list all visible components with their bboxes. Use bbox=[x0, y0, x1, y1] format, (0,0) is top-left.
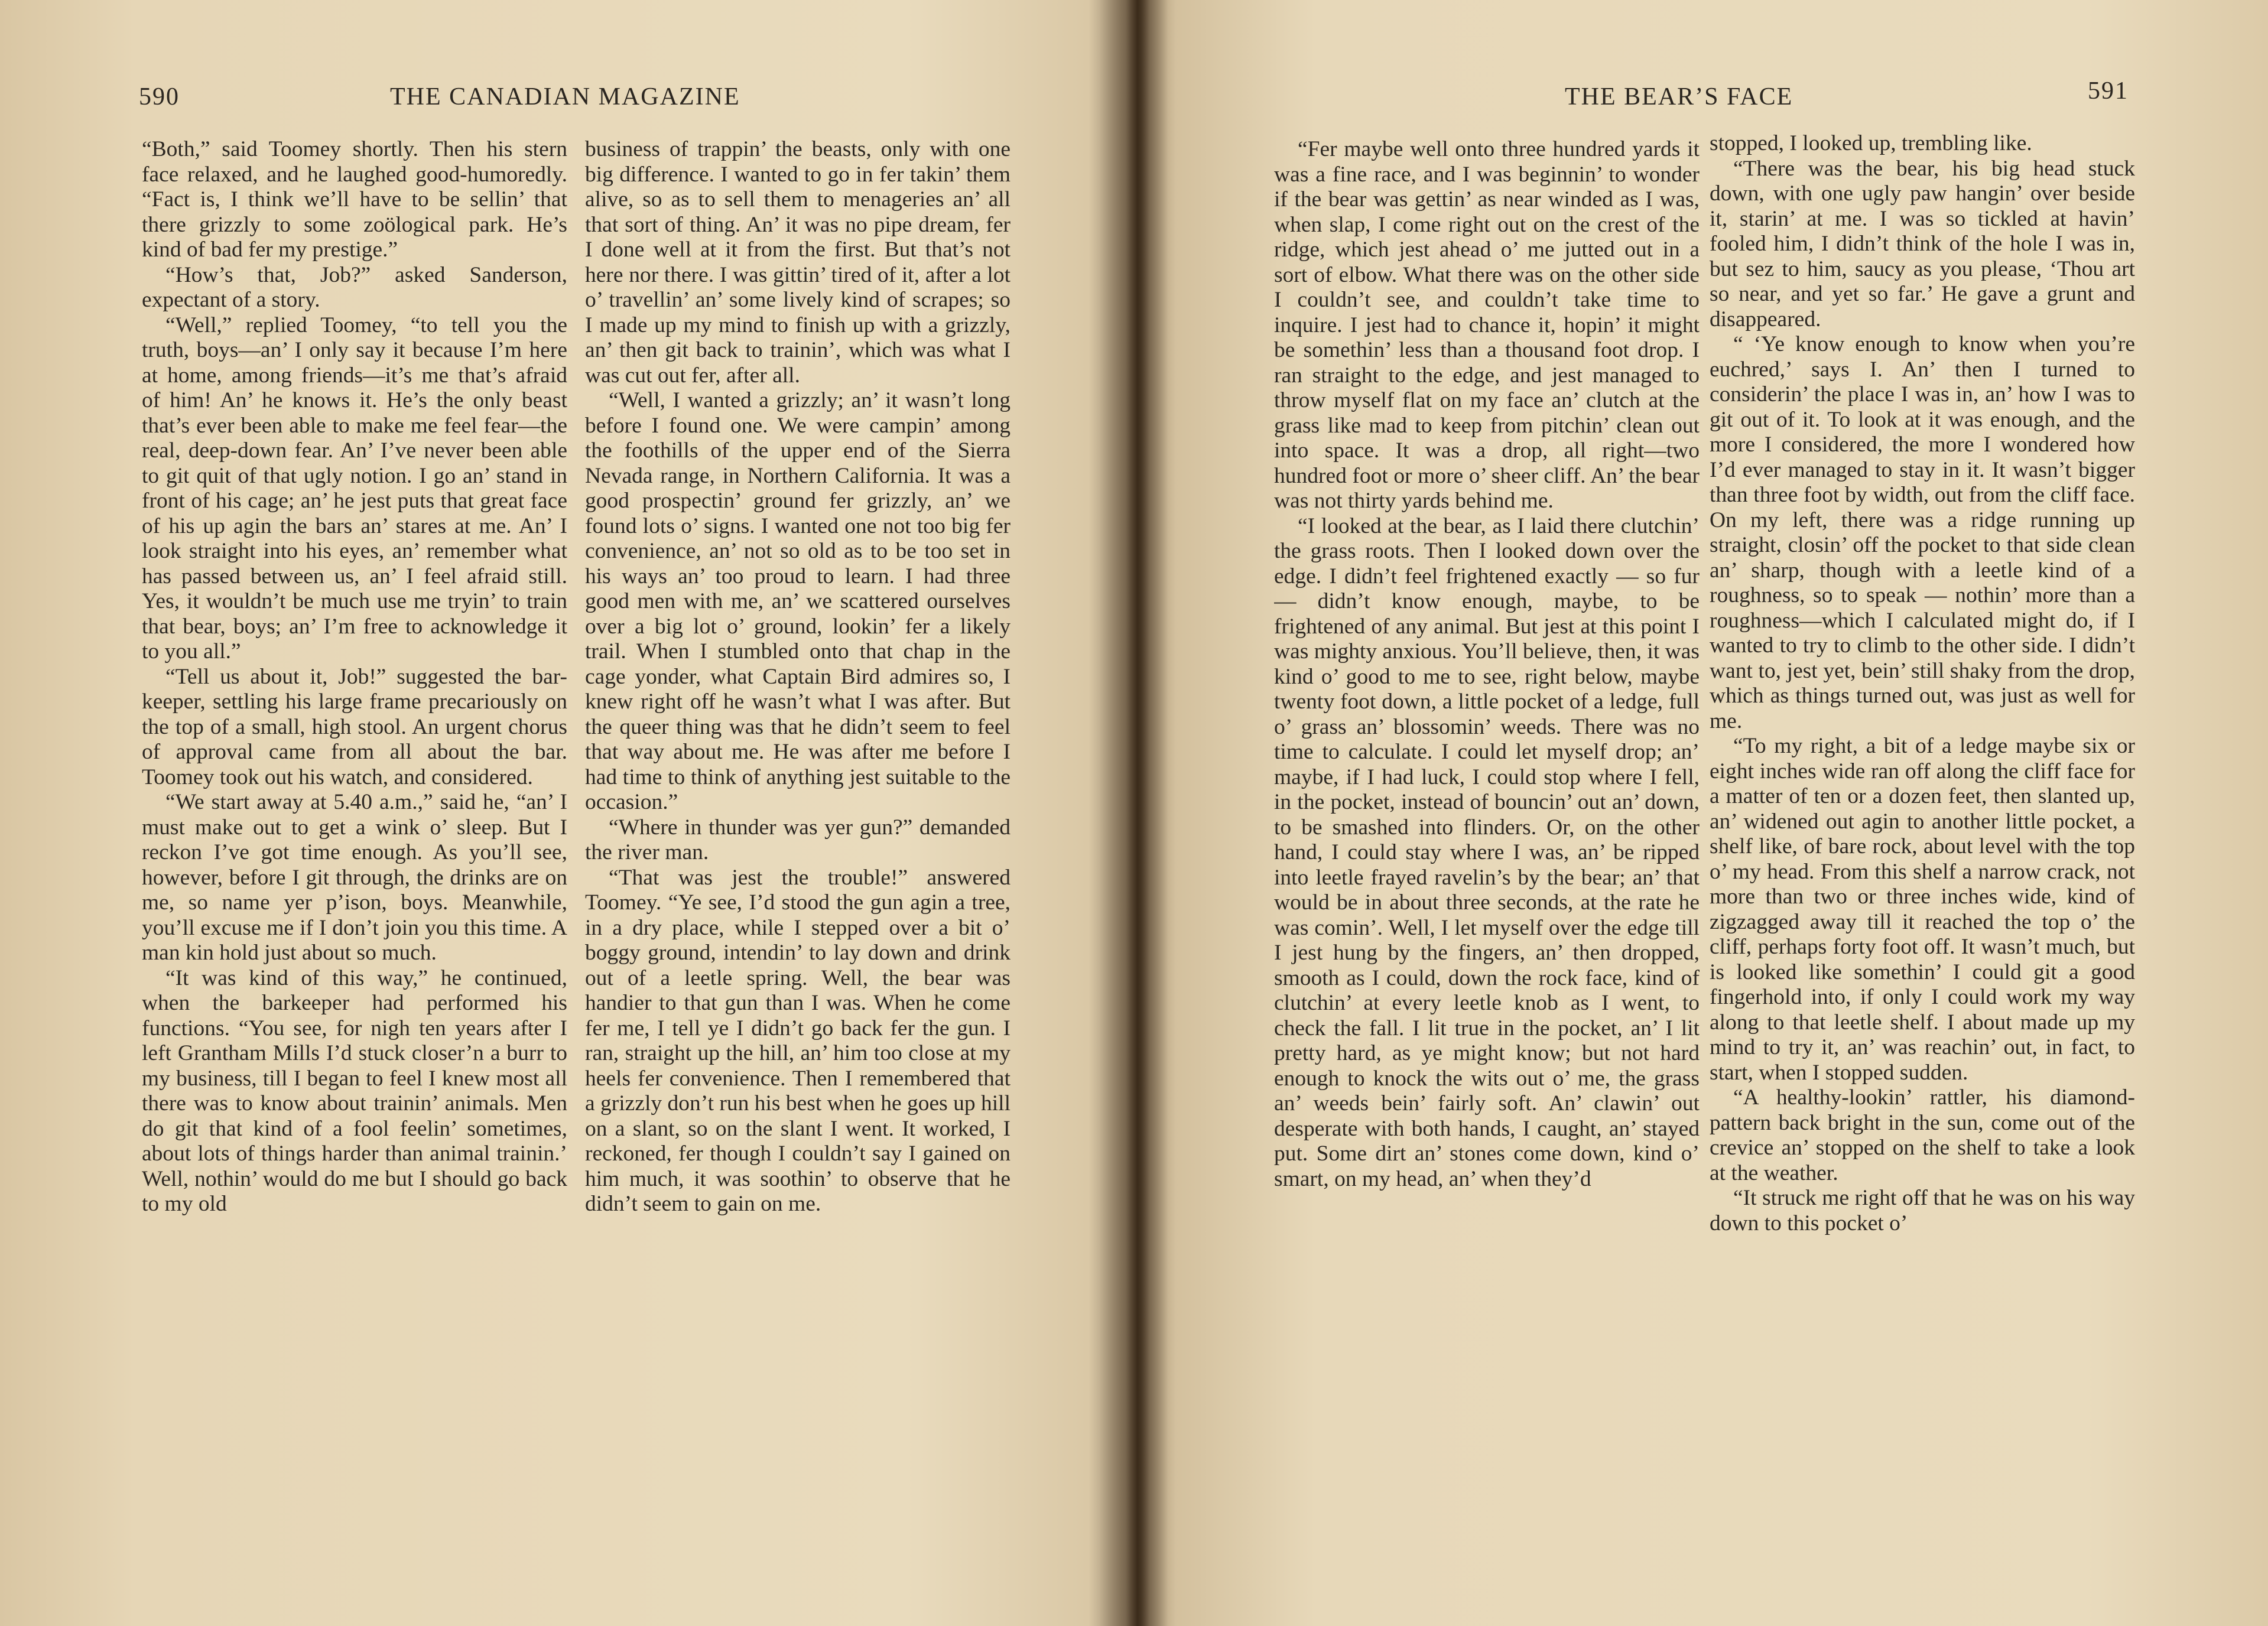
paragraph: business of trappin’ the beasts, only with one big difference. I wanted to go in fer takin’ them alive, so as to sell them to menageries an’ all that sort of thing. An’ it was no pipe dream, fer I done well at it from the first. But that’s not here nor there. I was gittin’ tired of it, after a lot o’ travellin’ an’ some lively kind of scrapes; so I made up my mind to finish up with a grizzly, an’ then git back to trainin’, which was what I was cut out fer, after all. bbox=[585, 137, 1010, 388]
right-page bbox=[1139, 0, 2268, 1626]
right-column-1 bbox=[1274, 137, 1700, 1543]
paragraph: “There was the bear, his big head stuck down, with one ugly paw hangin’ over beside it, starin’ at me. I was so tickled at havin’ fooled him, I didn’t think of the hole I was in, but sez to him, saucy as you please, ‘Thou art so near, and yet so far.’ He gave a grunt and disappeared. bbox=[1710, 156, 2135, 331]
paragraph: “It struck me right off that he was on his way down to this pocket o’ bbox=[1710, 1186, 2135, 1235]
paragraph: “ ‘Ye know enough to know when you’re euchred,’ says I. An’ then I turned to considerin’ the place I was in, an’ how I was to git out of it. To look at it was enough, and the more I considered, the more I wondered how I’d ever managed to stay in it. It wasn’t bigger than three foot by width, out from the cliff face. On my left, there was a ridge running up straight, closin’ off the pocket to that side clean an’ sharp, though with a leetle kind of a roughness, so to speak — nothin’ more than a roughness—which I calculated might do, if I wanted to try to climb to the other side. I didn’t want to, jest yet, bein’ still shaky from the drop, which as things turned out, was just as well for me. bbox=[1710, 332, 2135, 733]
paragraph: stopped, I looked up, trembling like. bbox=[1710, 131, 2032, 155]
right-running-head: THE BEAR’S FACE bbox=[1565, 83, 1793, 110]
paragraph: “I looked at the bear, as I laid there clutchin’ the grass roots. Then I looked down over the edge. I didn’t feel frightened exactly — so fur — didn’t know enough, maybe, to be frightened of any animal. But jest at this point I was mighty anxious. You’ll believe, then, it was kind o’ good to me to see, right below, maybe twenty foot down, a little pocket of a ledge, full o’ grass an’ blossomin’ weeds. There was no time to calculate. I could let myself drop; an’ maybe, if I had luck, I could stop where I fell, in the pocket, instead of bouncin’ out an’ down, to be smashed into flinders. Or, on the other hand, I could stay where I was, an’ be ripped into leetle frayed ravelin’s by the bear; an’ that would be in about three seconds, at the rate he was comin’. Well, I let myself over the edge till I jest hung by the fingers, an’ then dropped, smooth as I could, down the rock face, kind of clutchin’ at every leetle knob as I went, to check the fall. I lit true in the pocket, an’ I lit pretty hard, as ye might know; but not hard enough to knock the wits out o’ me, the grass an’ weeds bein’ fairly soft. An’ clawin’ out desperate with both hands, I caught, an’ stayed put. Some dirt an’ stones come down, kind o’ smart, on my head, an’ when they’d bbox=[1274, 513, 1700, 1191]
paragraph: “Both,” said Toomey shortly. Then his stern face relaxed, and he laughed good-humoredly. “Fact is, I think we’ll have to be sellin’ that there grizzly to some zoölogical park. He’s kind of bad fer my prestige.” bbox=[142, 137, 567, 262]
left-page-number: 590 bbox=[139, 83, 180, 110]
left-running-head: THE CANADIAN MAGAZINE bbox=[390, 83, 740, 110]
paragraph: “It was kind of this way,” he continued, when the barkeeper had performed his functions. “You see, for nigh ten years after I left Grantham Mills I’d stuck closer’n a burr to my business, till I began to feel I knew most all there was to know about trainin’ animals. Men do git that kind of a fool feelin’ sometimes, about lots of things harder than animal trainin.’ Well, nothin’ would do me but I should go back to my old bbox=[142, 965, 567, 1216]
left-page bbox=[0, 0, 1129, 1626]
paragraph: “Fer maybe well onto three hundred yards it was a fine race, and I was beginnin’ to wonder if the bear was gettin’ as near winded as I was, when slap, I come right out on the crest of the ridge, which jest ahead o’ me jutted out in a sort of elbow. What there was on the other side I couldn’t see, and couldn’t take time to inquire. I jest had to chance it, hopin’ it might be somethin’ less than a thousand foot drop. I ran straight to the edge, and jest managed to throw myself flat on my face an’ clutch at the grass like mad to keep from pitchin’ clean out into space. It was a drop, all right—two hundred foot or more o’ sheer cliff. An’ the bear was not thirty yards behind me. bbox=[1274, 137, 1700, 513]
paragraph: “That was jest the trouble!” answered Toomey. “Ye see, I’d stood the gun agin a tree, in a dry place, while I stepped over a bit o’ boggy ground, intendin’ to lay down and drink out of a leetle spring. Well, the bear was handier to that gun than I was. When he come fer me, I tell ye I didn’t go back fer the gun. I ran, straight up the hill, an’ him too close at my heels fer convenience. Then I remembered that a grizzly don’t run his best when he goes up hill on a slant, so on the slant I went. It worked, I reckoned, fer though I couldn’t say I gained on him much, it was soothin’ to observe that he didn’t seem to gain on me. bbox=[585, 865, 1010, 1216]
right-column-2 bbox=[1710, 131, 2135, 1537]
paragraph: “Where in thunder was yer gun?” demanded the river man. bbox=[585, 815, 1010, 864]
paragraph: “We start away at 5.40 a.m.,” said he, “an’ I must make out to get a wink o’ sleep. But I reckon I’ve got time enough. As you’ll see, however, before I git through, the drinks are on me, so name yer p’ison, boys. Meanwhile, you’ll excuse me if I don’t join you this time. A man kin hold just about so much. bbox=[142, 790, 567, 965]
right-page-number: 591 bbox=[2088, 77, 2129, 105]
paragraph: “Well,” replied Toomey, “to tell you the truth, boys—an’ I only say it because I’m here at home, among friends—it’s me that’s afraid of him! An’ he knows it. He’s the only beast that’s ever been able to make me feel fear—the real, deep-down fear. An’ I’ve never been able to git quit of that ugly notion. I go an’ stand in front of his cage; an’ he jest puts that great face of his up agin the bars an’ stares at me. An’ I look straight into his eyes, an’ remember what has passed between us, an’ I feel afraid still. Yes, it wouldn’t be much use me tryin’ to train that bear, boys; an’ I’m free to acknowledge it to you all.” bbox=[142, 313, 567, 664]
paragraph: “To my right, a bit of a ledge maybe six or eight inches wide ran off along the cliff face for a matter of ten or a dozen feet, then slanted up, an’ widened out agin to another little pocket, a shelf like, of bare rock, about level with the top o’ my head. From this shelf a narrow crack, not more than two or three inches wide, kind of zigzagged away till it reached the top o’ the cliff, perhaps forty foot off. It wasn’t much, but is looked like somethin’ I could git a good fingerhold into, if only I could work my way along to that leetle shelf. I about made up my mind to try it, an’ was reachin’ out, in fact, to start, when I stopped sudden. bbox=[1710, 734, 2135, 1085]
paragraph: “How’s that, Job?” asked Sanderson, expectant of a story. bbox=[142, 262, 567, 312]
paragraph: “Tell us about it, Job!” suggested the bar-keeper, settling his large frame precariously on the top of a small, high stool. An urgent chorus of approval came from all about the bar. Toomey took out his watch, and considered. bbox=[142, 664, 567, 789]
paragraph: “Well, I wanted a grizzly; an’ it wasn’t long before I found one. We were campin’ among the foothills of the upper end of the Sierra Nevada range, in Northern California. It was a good prospectin’ ground fer grizzly, an’ we found lots o’ signs. I wanted one not too big fer convenience, an’ not so old as to be too set in his ways an’ too proud to learn. I had three good men with me, an’ we scattered ourselves over a big lot o’ ground, lookin’ fer a likely trail. When I stumbled onto that chap in the cage yonder, what Captain Bird admires so, I knew right off he wasn’t what I was after. But the queer thing was that he didn’t seem to feel that way about me. He was after me before I had time to think of anything jest suitable to the occasion.” bbox=[585, 388, 1010, 814]
left-column-2 bbox=[585, 137, 1010, 1543]
paragraph: “A healthy-lookin’ rattler, his diamond-pattern back bright in the sun, come out of the crevice an’ stopped on the shelf to take a look at the weather. bbox=[1710, 1085, 2135, 1185]
left-column-1 bbox=[142, 137, 567, 1543]
